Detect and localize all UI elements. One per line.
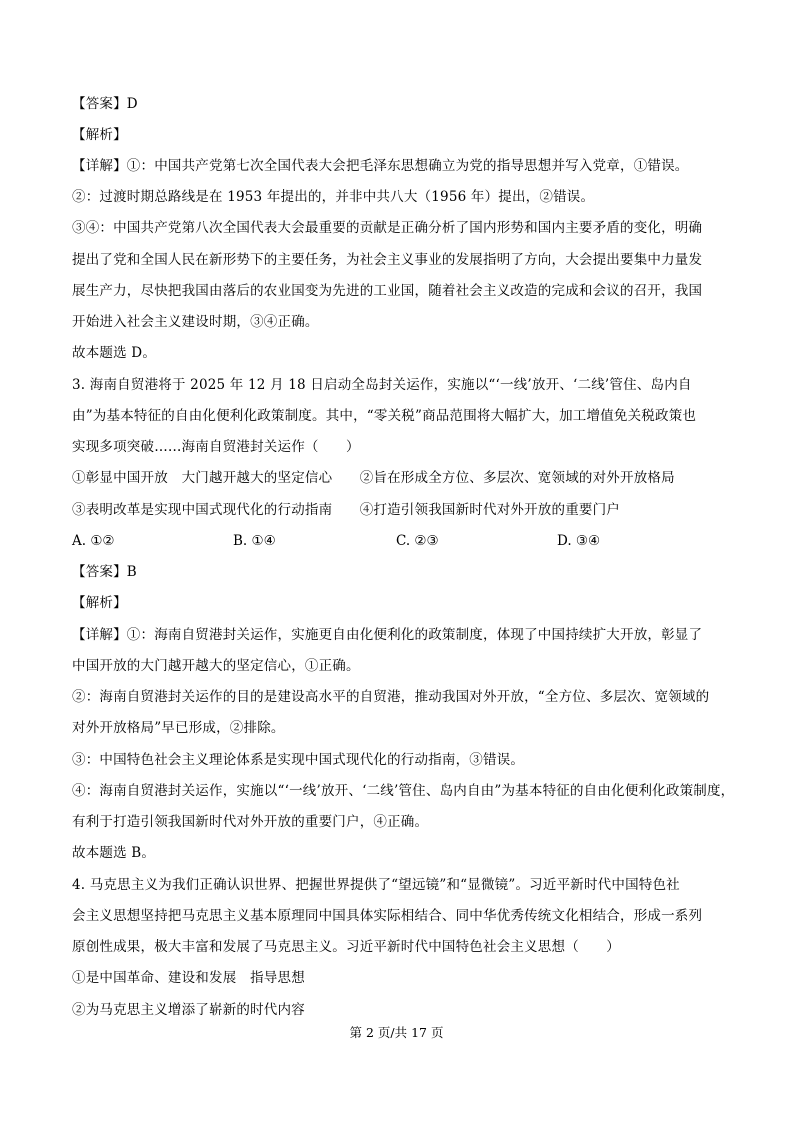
question-line: 会主义思想坚持把马克思主义基本原理同中国具体实际相结合、同中华优秀传统文化相结合，形成一系列	[72, 908, 703, 924]
statement-line: ①是中国革命、建设和发展 指导思想	[72, 970, 305, 986]
page-footer: 第 2 页/共 17 页	[349, 1025, 444, 1040]
detail-line: 开始进入社会主义建设时期，③④正确。	[72, 314, 319, 330]
detail-line: ③：中国特色社会主义理论体系是实现中国式现代化的行动指南，③错误。	[72, 752, 525, 768]
detail-line: ②：过渡时期总路线是在 1953 年提出的，并非中共八大（1956 年）提出，②错误。	[72, 189, 595, 205]
detail-line: 展生产力，尽快把我国由落后的农业国变为先进的工业国，随着社会主义改造的完成和会议的召开，我国	[72, 283, 703, 299]
detail-line: 有利于打造引领我国新时代对外开放的重要门户，④正确。	[72, 814, 429, 830]
analysis-heading: 【解析】	[72, 595, 127, 611]
answer-line: 【答案】D	[72, 96, 138, 112]
analysis-heading: 【解析】	[72, 127, 127, 143]
question-line: 由”为基本特征的自由化便利化政策制度。其中，“零关税”商品范围将大幅扩大，加工增值免关税政策也	[72, 408, 697, 424]
question-line: 实现多项突破……海南自贸港封关运作（ ）	[72, 439, 360, 455]
detail-line: 【详解】①：海南自贸港封关运作，实施更自由化便利化的政策制度，体现了中国持续扩大开放，彰显了	[72, 627, 703, 643]
question-line: 4. 马克思主义为我们正确认识世界、把握世界提供了“望远镜”和“显微镜”。习近平新时代中国特色社	[72, 877, 680, 893]
detail-line: ②：海南自贸港封关运作的目的是建设高水平的自贸港，推动我国对外开放，“全方位、多层次、宽领域的	[72, 689, 710, 705]
answer-line: 【答案】B	[72, 564, 137, 580]
choice-c: C. ②③	[396, 533, 439, 549]
detail-line: 中国开放的大门越开越大的坚定信心，①正确。	[72, 658, 360, 674]
statement-line: ①彰显中国开放 大门越开越大的坚定信心 ②旨在形成全方位、多层次、宽领域的对外开放格局	[72, 470, 675, 486]
detail-line: ③④：中国共产党第八次全国代表大会最重要的贡献是正确分析了国内形势和国内主要矛盾的变化，明确	[72, 220, 703, 236]
choice-d: D. ③④	[557, 533, 601, 549]
detail-line: 对外开放格局”早已形成，②排除。	[72, 720, 285, 736]
choice-a: A. ①②	[72, 533, 115, 549]
statement-line: ③表明改革是实现中国式现代化的行动指南 ④打造引领我国新时代对外开放的重要门户	[72, 502, 620, 518]
detail-line: 提出了党和全国人民在新形势下的主要任务，为社会主义事业的发展指明了方向，大会提出要集中力量发	[72, 252, 703, 268]
detail-line: 【详解】①：中国共产党第七次全国代表大会把毛泽东思想确立为党的指导思想并写入党章，①错误。	[72, 158, 689, 174]
question-line: 3. 海南自贸港将于 2025 年 12 月 18 日启动全岛封关运作，实施以“‘一线’放开、‘二线’管住、岛内自	[72, 377, 692, 393]
question-line: 原创性成果，极大丰富和发展了马克思主义。习近平新时代中国特色社会主义思想（ ）	[72, 939, 620, 955]
statement-line: ②为马克思主义增添了崭新的时代内容	[72, 1002, 305, 1018]
detail-line: ④：海南自贸港封关运作，实施以“‘一线’放开、‘二线’管住、岛内自由”为基本特征的自由化便利化政策制度，	[72, 783, 735, 799]
conclusion-line: 故本题选 B。	[72, 845, 156, 861]
conclusion-line: 故本题选 D。	[72, 345, 157, 361]
choice-b: B. ①④	[233, 533, 276, 549]
